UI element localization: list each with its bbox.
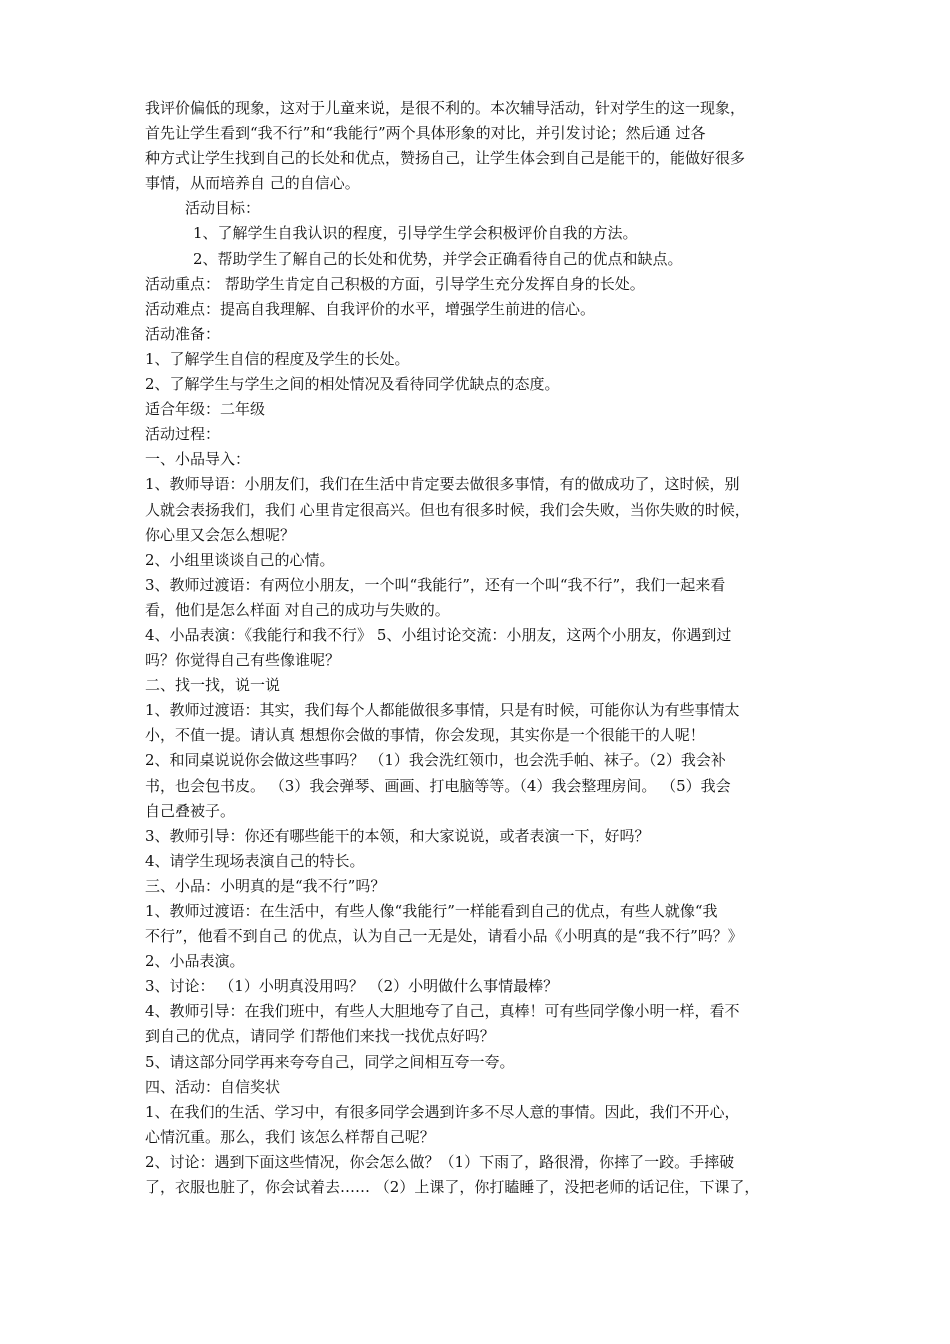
text-line: 3、讨论： （1）小明真没用吗？ （2）小明做什么事情最棒？ — [145, 977, 559, 996]
text-line: 自己叠被子。 — [145, 801, 236, 820]
text-line: 不行”，他看不到自己 的优点，认为自己一无是处，请看小品《小明真的是“我不行”吗？》 — [145, 927, 743, 946]
text-line: 到自己的优点，请同学 们帮他们来找一找优点好吗？ — [145, 1027, 495, 1046]
text-line: 1、在我们的生活、学习中，有很多同学会遇到许多不尽人意的事情。因此，我们不开心， — [145, 1102, 740, 1121]
text-line: 2、小品表演。 — [145, 952, 245, 971]
text-line: 书，也会包书皮。 （3）我会弹琴、画画、打电脑等等。（4）我会整理房间。 （5）我会 — [145, 776, 731, 795]
text-line: 1、了解学生自我认识的程度，引导学生学会积极评价自我的方法。 — [193, 224, 638, 243]
document-body — [145, 96, 825, 1200]
text-line: 2、小组里谈谈自己的心情。 — [145, 550, 335, 569]
text-line: 活动重点： 帮助学生肯定自己积极的方面，引导学生充分发挥自身的长处。 — [145, 274, 645, 293]
text-line: 1、教师导语：小朋友们，我们在生活中肯定要去做很多事情，有的做成功了，这时候，别 — [145, 475, 740, 494]
text-line: 三、小品：小明真的是“我不行”吗？ — [145, 876, 386, 895]
text-line: 3、教师引导：你还有哪些能干的本领，和大家说说，或者表演一下，好吗？ — [145, 826, 650, 845]
text-line: 2、帮助学生了解自己的长处和优势，并学会正确看待自己的优点和缺点。 — [193, 249, 683, 268]
text-line: 4、请学生现场表演自己的特长。 — [145, 851, 365, 870]
text-line: 2、和同桌说说你会做这些事吗？ （1）我会洗红领巾，也会洗手帕、袜子。（2）我会补 — [145, 751, 726, 770]
text-line: 四、活动：自信奖状 — [145, 1077, 281, 1096]
text-line: 4、教师引导：在我们班中，有些人大胆地夸了自己，真棒！可有些同学像小明一样，看不 — [145, 1002, 740, 1021]
text-line: 一、小品导入： — [145, 450, 251, 469]
text-line: 活动过程： — [145, 425, 221, 444]
text-line: 适合年级：二年级 — [145, 400, 266, 419]
text-line: 2、了解学生与学生之间的相处情况及看待同学优缺点的态度。 — [145, 375, 560, 394]
text-line: 我评价偏低的现象，这对于儿童来说，是很不利的。本次辅导活动，针对学生的这一现象， — [145, 99, 746, 117]
text-line: 事情，从而培养自 己的自信心。 — [145, 174, 360, 193]
text-line: 你心里又会怎么想呢？ — [145, 525, 296, 544]
text-line: 活动难点：提高自我理解、自我评价的水平，增强学生前进的信心。 — [145, 299, 596, 318]
text-line: 活动目标： — [185, 199, 261, 218]
text-line: 4、小品表演：《我能行和我不行》 5、小组讨论交流：小朋友，这两个小朋友，你遇到过 — [145, 625, 732, 644]
text-line: 5、请这部分同学再来夸夸自己，同学之间相互夸一夸。 — [145, 1052, 515, 1071]
text-line: 1、教师过渡语：其实，我们每个人都能做很多事情，只是有时候，可能你认为有些事情太 — [145, 701, 740, 720]
text-line: 看，他们是怎么样面 对自己的成功与失败的。 — [145, 600, 450, 619]
text-line: 3、教师过渡语：有两位小朋友，一个叫“我能行”，还有一个叫“我不行”，我们一起来看 — [145, 575, 726, 594]
text-line: 活动准备： — [145, 324, 221, 343]
text-line: 1、了解学生自信的程度及学生的长处。 — [145, 349, 410, 368]
text-line: 吗？你觉得自己有些像谁呢？ — [145, 651, 341, 670]
text-line: 心情沉重。那么，我们 该怎么样帮自己呢？ — [145, 1127, 435, 1146]
text-line: 二、找一找，说一说 — [145, 676, 281, 695]
text-line: 首先让学生看到“我不行”和“我能行”两个具体形象的对比，并引发讨论；然后通 过各 — [145, 124, 706, 143]
text-line: 2、讨论：遇到下面这些情况，你会怎么做？（1）下雨了，路很滑，你摔了一跤。手摔破 — [145, 1152, 735, 1171]
text-line: 了，衣服也脏了，你会试着去…… （2）上课了，你打瞌睡了，没把老师的话记住，下课了， — [145, 1178, 760, 1197]
text-line: 1、教师过渡语：在生活中，有些人像“我能行”一样能看到自己的优点，有些人就像“我 — [145, 902, 718, 920]
text-line: 人就会表扬我们，我们 心里肯定很高兴。但也有很多时候，我们会失败，当你失败的时候， — [145, 500, 750, 519]
text-line: 种方式让学生找到自己的长处和优点，赞扬自己，让学生体会到自己是能干的，能做好很多 — [145, 149, 746, 168]
text-line: 小，不值一提。请认真 想想你会做的事情，你会发现，其实你是一个很能干的人呢！ — [145, 726, 705, 745]
